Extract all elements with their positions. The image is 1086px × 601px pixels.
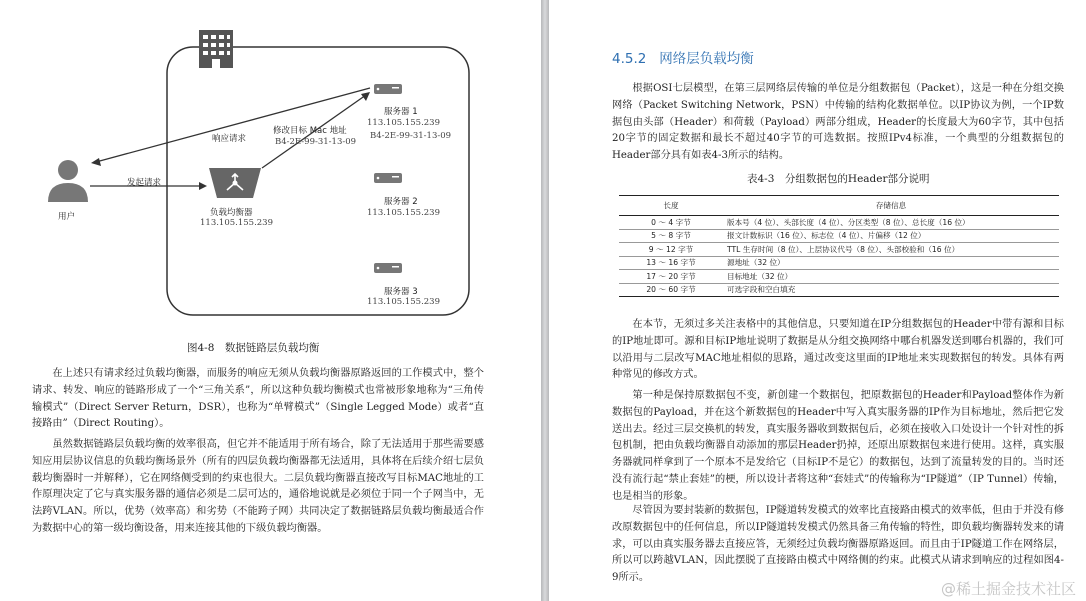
load-balancer-ip: 113.105.155.239 xyxy=(200,218,274,228)
intro-paragraph: 根据OSI七层模型，在第三层网络层传输的单位是分组数据包（Packet），这是一种在分组交换网络（Packet Switching Network，PSN）中传输的结构化数据单位。以IP协议为例，一个IP数据包由头部（Header）和荷载（Payload）两部分组成，Header的长度最大为60字节，其中包括20字节的固定数据和最长不超过40字节的可选数据。按照IPv4标准，一个典型的分组数据包的Header部分具有如表4-3所示的结构。 xyxy=(612,83,1064,162)
server-2-label: 服务器 2 xyxy=(384,197,418,207)
load-balancer-label: 负载均衡器 xyxy=(210,208,253,218)
modify-mac-label: 修改目标 Mac 地址 xyxy=(273,126,347,136)
table-row xyxy=(619,256,1059,270)
table-cell: 9 ～ 12 字节 xyxy=(619,243,723,257)
server-3-label: 服务器 3 xyxy=(384,287,418,297)
table-row xyxy=(619,243,1059,257)
table-cell: 可选字段和空白填充 xyxy=(723,283,1059,297)
user-label: 用户 xyxy=(58,212,76,222)
section-title: 网络层负载均衡 xyxy=(659,51,754,67)
table-cell: 版本号（4 位）、头部长度（4 位）、分区类型（8 位）、总长度（16 位） xyxy=(723,216,1059,230)
server-2-ip: 113.105.155.239 xyxy=(367,208,441,218)
server-3-ip: 113.105.155.239 xyxy=(367,297,441,307)
right-page xyxy=(549,0,1086,601)
table-cell: 源地址（32 位） xyxy=(723,256,1059,270)
datacenter-building-icon xyxy=(199,30,233,68)
page-gutter xyxy=(541,0,549,601)
right-paragraph-3: 尽管因为要封装新的数据包，IP隧道转发模式的效率比直接路由模式的效率低，但由于并没有修改原数据包中的任何信息，所以IP隧道转发模式仍然具备三角传输的特性，即负载均衡器转发来的请求，可以由真实服务器去直接应答，无须经过负载均衡器原路返回。而且由于IP隧道工作在网络层，所以可以跨越VLAN，因此摆脱了直接路由模式中网络侧的约束。此模式从请求到响应的过程如图4-9所示。 xyxy=(612,505,1064,584)
user-icon xyxy=(48,160,88,202)
request-label: 发起请求 xyxy=(127,178,162,188)
load-balancer-icon xyxy=(209,168,261,198)
right-paragraph-1: 在本节，无须过多关注表格中的其他信息，只要知道在IP分组数据包的Header中带有源和目标的IP地址即可。源和目标IP地址说明了数据是从分组交换网络中哪台机器发送到哪台机器的，我们可以沿用与二层改写MAC地址相似的思路，通过改变这里面的IP地址来实现数据包的转发。具体有两种常见的修改方式。 xyxy=(612,319,1064,381)
server-1-icon xyxy=(374,84,402,94)
datacenter-boundary xyxy=(167,47,469,315)
server-3-icon xyxy=(374,263,402,273)
table-cell: 0 ～ 4 字节 xyxy=(619,216,723,230)
table-row xyxy=(619,283,1059,297)
figure-diagram xyxy=(0,0,541,330)
table-cell: 目标地址（32 位） xyxy=(723,270,1059,284)
table-cell: 5 ～ 8 字节 xyxy=(619,229,723,243)
server-2-icon xyxy=(374,173,402,183)
left-page xyxy=(0,0,541,601)
response-label: 响应请求 xyxy=(212,134,247,144)
server-1-label: 服务器 1 xyxy=(384,107,418,117)
server-1-ip: 113.105.155.239 xyxy=(367,118,441,128)
table-row xyxy=(619,229,1059,243)
table-header-length: 长度 xyxy=(619,196,723,216)
table-cell: 20 ～ 60 字节 xyxy=(619,283,723,297)
left-paragraph-2: 虽然数据链路层负载均衡的效率很高，但它并不能适用于所有场合，除了无法适用于那些需要感知应用层协议信息的负载均衡场景外（所有的四层负载均衡器都无法适用，具体将在后续介绍七层负载均衡器时一并解释），它在网络侧受到的约束也很大。二层负载均衡器直接改写目标MAC地址的工作原理决定了它与真实服务器的通信必须是二层可达的，通俗地说就是必须位于同一个子网当中，无法跨VLAN。所以，优势（效率高）和劣势（不能跨子网）共同决定了数据链路层负载均衡最适合作为数据中心的第一级均衡设备，用来连接其他的下级负载均衡器。 xyxy=(32,439,484,534)
table-cell: 报文计数标识（16 位）、标志位（4 位）、片偏移（12 位） xyxy=(723,229,1059,243)
table-cell: TTL 生存时间（8 位）、上层协议代号（8 位）、头部校验和（16 位） xyxy=(723,243,1059,257)
right-paragraph-2: 第一种是保持原数据包不变，新创建一个数据包，把原数据包的Header和Payload整体作为新数据包的Payload，并在这个新数据包的Header中写入真实服务器的IP作为目标地址，然后把它发送出去。经过三层交换机的转发，真实服务器收到数据包后，必须在接收入口处设计一个针对性的拆包机制，把由负载均衡器自动添加的那层Header扔掉，还原出原数据包来进行使用。这样，真实服务器就同样拿到了一个原本不是发给它（目标IP不是它）的数据包，达到了流量转发的目的。当时还没有流行起“禁止套娃”的梗，所以设计者将这种“套娃式”的传输称为“IP隧道”（IP Tunnel）传输，也是相当的形象。 xyxy=(612,390,1064,502)
modify-mac-value: B4-2E-99-31-13-09 xyxy=(275,137,357,147)
table-caption: 表4-3 分组数据包的Header部分说明 xyxy=(747,173,930,185)
server-1-mac: B4-2E-99-31-13-09 xyxy=(370,131,452,141)
table-cell: 17 ～ 20 字节 xyxy=(619,270,723,284)
header-table xyxy=(619,195,1059,297)
left-paragraph-1: 在上述只有请求经过负载均衡器，而服务的响应无须从负载均衡器原路返回的工作模式中，整个请求、转发、响应的链路形成了一个“三角关系”，所以这种负载均衡模式也常被形象地称为“三角传输模式”（Direct Server Return，DSR），也称为“单臂模式”（Single Legged Mode）或者“直接路由”（Direct Routing）。 xyxy=(32,368,484,430)
watermark: @稀土掘金技术社区 xyxy=(940,580,1076,598)
table-header-info: 存储信息 xyxy=(723,196,1059,216)
section-number: 4.5.2 xyxy=(612,51,647,67)
section-heading xyxy=(612,47,754,67)
table-cell: 13 ～ 16 字节 xyxy=(619,256,723,270)
table-row xyxy=(619,216,1059,230)
figure-caption: 图4-8 数据链路层负载均衡 xyxy=(187,342,320,354)
table-row xyxy=(619,270,1059,284)
